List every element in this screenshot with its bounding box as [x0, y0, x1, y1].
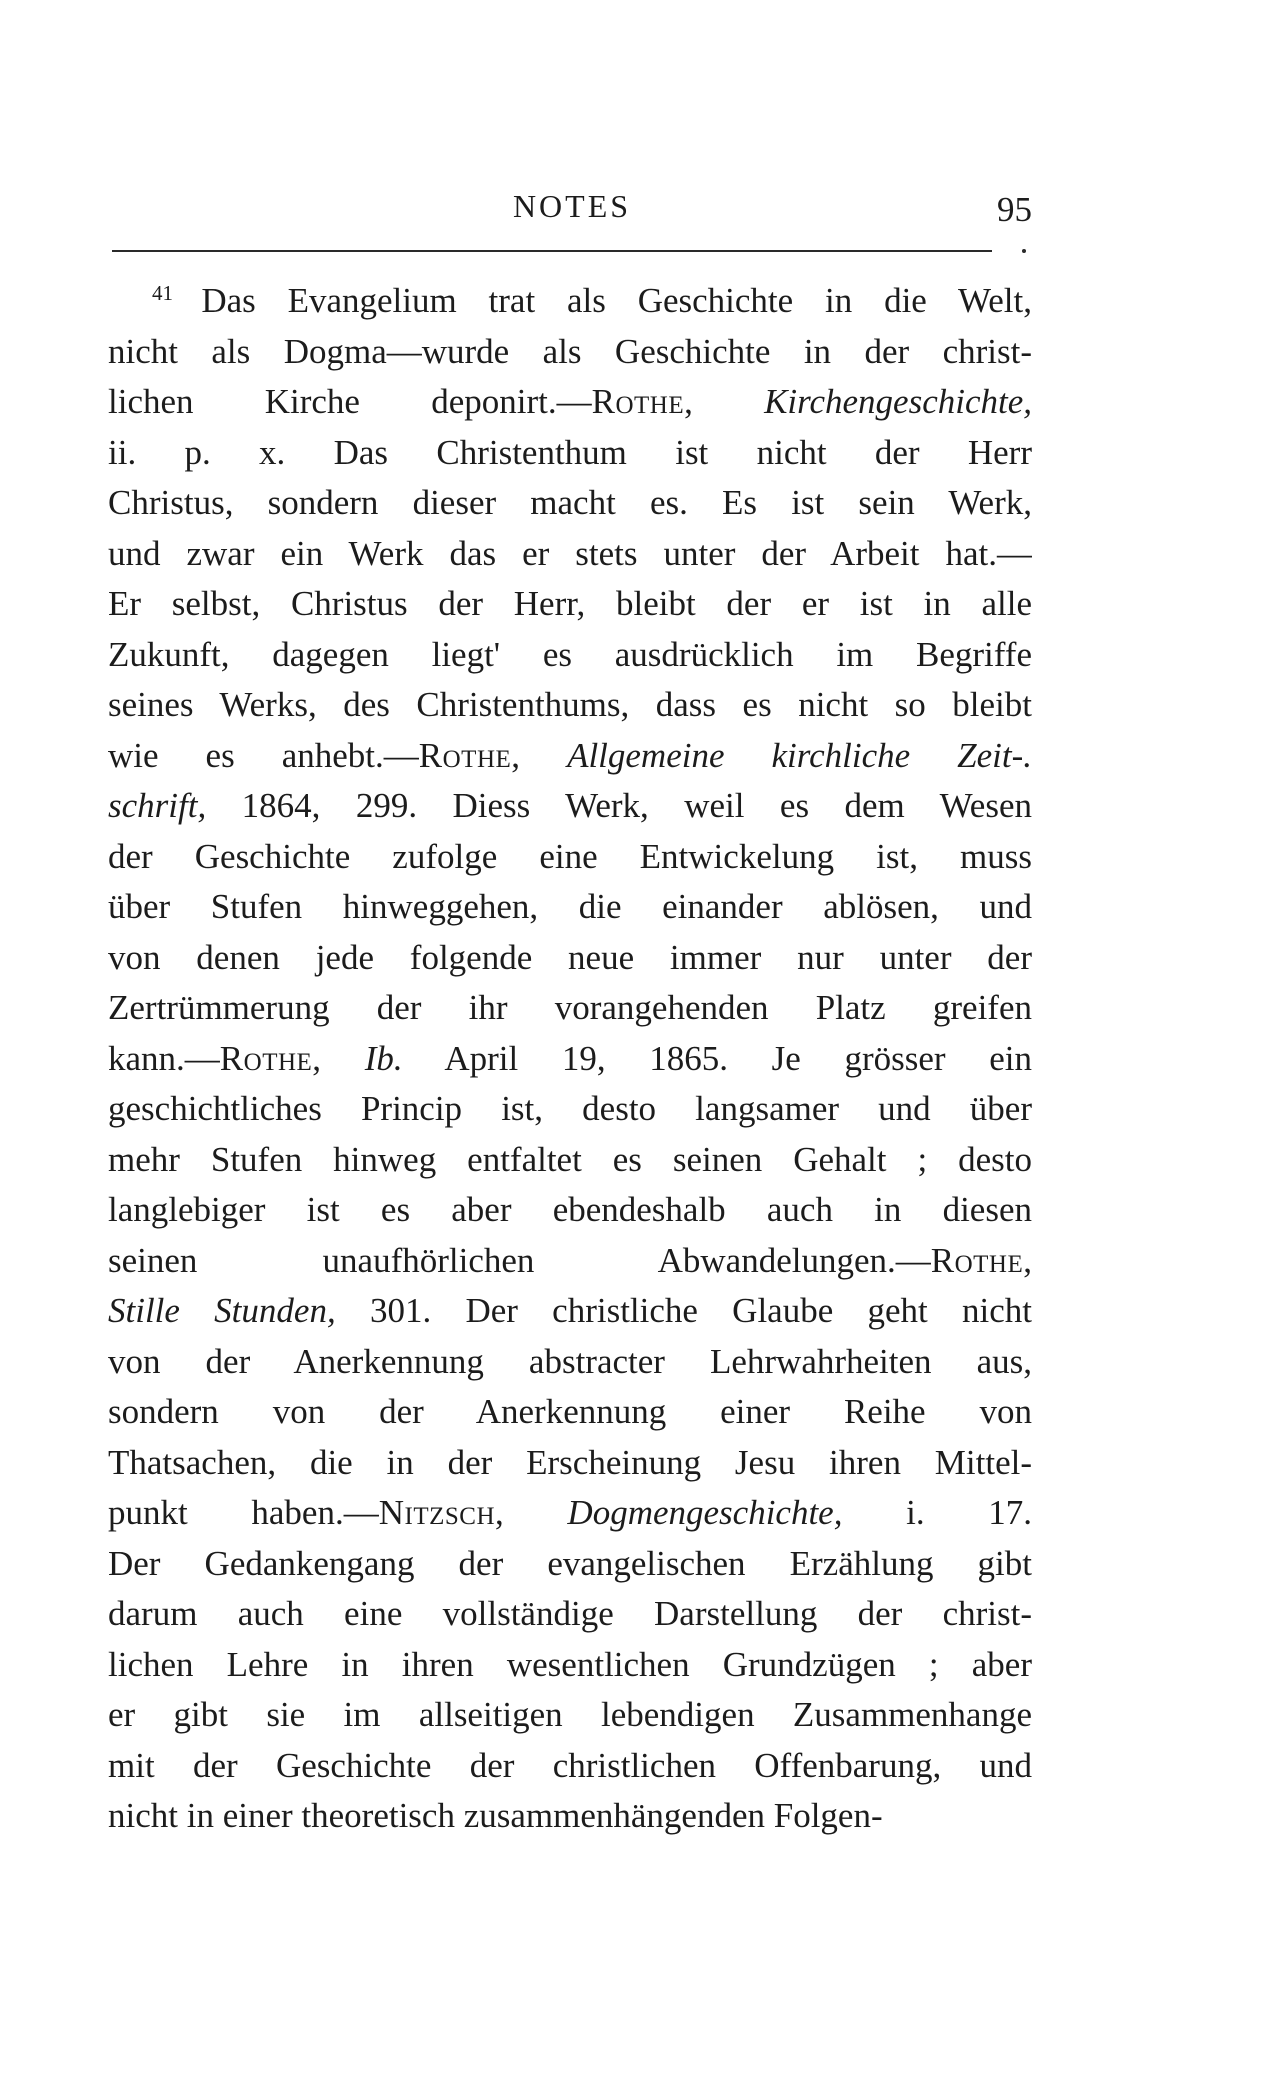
text-line [108, 276, 1032, 327]
text-line [108, 882, 1032, 933]
text-segment: ii. p. x. Das Christenthum ist nicht der Herr [108, 432, 1032, 472]
text-segment: lichen Kirche deponirt.— [108, 382, 592, 421]
text-line [108, 1438, 1032, 1489]
footnote-41 [108, 276, 1032, 1842]
text-line [108, 1286, 1032, 1337]
text-line [108, 1640, 1032, 1691]
author-name: Rothe [418, 735, 512, 775]
author-name: Rothe [591, 382, 685, 421]
text-segment: er gibt sie im allseitigen lebendigen Zusammenhange [108, 1695, 1032, 1734]
work-title: Ib. [364, 1038, 403, 1078]
work-title: Kirchengeschichte, [764, 382, 1032, 421]
text-line [108, 781, 1032, 832]
text-line [108, 327, 1032, 378]
text-segment: Das Evangelium trat als Geschichte in die Welt, [201, 281, 1032, 320]
text-segment: Der Gedankengang der evangelischen Erzählung gibt [108, 1543, 1032, 1583]
author-name: Rothe [219, 1038, 313, 1078]
author-name: Nitzsch [378, 1493, 495, 1532]
text-segment: mehr Stufen hinweg entfaltet es seinen Gehalt ; desto [108, 1139, 1032, 1179]
text-line [108, 428, 1032, 479]
text-segment: von denen jede folgende neue immer nur unter der [108, 937, 1032, 977]
text-line [108, 1690, 1032, 1741]
text-segment: nicht in einer theoretisch zusammenhängenden Folgen- [108, 1796, 883, 1835]
text-segment: darum auch eine vollständige Darstellung der christ- [108, 1594, 1032, 1633]
text-line [108, 579, 1032, 630]
page-number: 95 [997, 190, 1032, 229]
text-segment: , [495, 1493, 568, 1532]
text-line [108, 1135, 1032, 1186]
text-line [108, 1084, 1032, 1135]
work-title: Allgemeine kirchliche Zeit-. [567, 735, 1032, 775]
text-line [108, 1387, 1032, 1438]
text-segment: punkt haben.— [108, 1493, 379, 1532]
work-title: Dogmengeschichte, [567, 1493, 843, 1532]
text-segment: seinen unaufhörlichen Abwandelungen.— [108, 1240, 931, 1280]
text-segment: seines Werks, des Christenthums, dass es nicht so bleibt [108, 685, 1032, 724]
text-line [108, 1034, 1032, 1085]
header-rule-dot [1022, 249, 1026, 253]
text-segment: von der Anerkennung abstracter Lehrwahrheiten aus, [108, 1341, 1032, 1381]
text-segment: nicht als Dogma—wurde als Geschichte in der christ- [108, 331, 1032, 371]
text-line [108, 832, 1032, 883]
text-segment: Christus, sondern dieser macht es. Es ist sein Werk, [108, 483, 1032, 522]
text-segment: i. 17. [842, 1493, 1032, 1532]
text-line [108, 680, 1032, 731]
text-segment: Zukunft, dagegen liegt' es ausdrücklich im Begriffe [108, 634, 1032, 674]
text-segment: wie es anhebt.— [108, 735, 419, 775]
text-segment: Zertrümmerung der ihr vorangehenden Platz greifen [108, 988, 1032, 1027]
text-segment: mit der Geschichte der christlichen Offenbarung, und [108, 1745, 1032, 1785]
text-line [108, 731, 1032, 782]
text-segment: kann.— [108, 1038, 220, 1078]
work-title: Stille Stunden, [108, 1291, 336, 1330]
text-line [108, 1539, 1032, 1590]
text-line [108, 630, 1032, 681]
text-line [108, 1488, 1032, 1539]
text-line [108, 983, 1032, 1034]
text-segment: lichen Lehre in ihren wesentlichen Grundzügen ; aber [108, 1644, 1032, 1684]
text-line [108, 478, 1032, 529]
text-line [108, 1236, 1032, 1287]
text-segment: und zwar ein Werk das er stets unter der Arbeit hat.— [108, 533, 1032, 573]
text-line [108, 1791, 1032, 1842]
text-segment: , [511, 735, 568, 775]
text-segment: sondern von der Anerkennung einer Reihe von [108, 1392, 1032, 1431]
text-segment: 301. Der christliche Glaube geht nicht [335, 1291, 1032, 1330]
text-line [108, 1337, 1032, 1388]
work-title: schrift, [108, 786, 207, 825]
text-segment: April 19, 1865. Je grösser ein [402, 1038, 1032, 1078]
text-segment: der Geschichte zufolge eine Entwickelung ist, muss [108, 836, 1032, 876]
text-segment: geschichtliches Princip ist, desto langsamer und über [108, 1089, 1032, 1128]
text-line [108, 933, 1032, 984]
text-segment: , [1023, 1240, 1032, 1280]
header-rule [112, 250, 992, 252]
text-segment: 1864, 299. Diess Werk, weil es dem Wesen [206, 786, 1032, 825]
text-line [108, 377, 1032, 428]
text-line [108, 1741, 1032, 1792]
text-segment: Thatsachen, die in der Erscheinung Jesu ihren Mittel- [108, 1442, 1032, 1482]
text-segment: über Stufen hinweggehen, die einander ablösen, und [108, 887, 1032, 926]
text-line [108, 529, 1032, 580]
text-segment: , [312, 1038, 365, 1078]
running-head [112, 183, 1032, 229]
text-line [108, 1185, 1032, 1236]
text-line [108, 1589, 1032, 1640]
note-number: 41 [152, 281, 202, 305]
text-segment: Er selbst, Christus der Herr, bleibt der er ist in alle [108, 584, 1032, 623]
running-title: NOTES [512, 188, 632, 224]
author-name: Rothe [930, 1240, 1024, 1280]
text-segment: , [684, 382, 765, 421]
text-segment: langlebiger ist es aber ebendeshalb auch in diesen [108, 1190, 1032, 1229]
